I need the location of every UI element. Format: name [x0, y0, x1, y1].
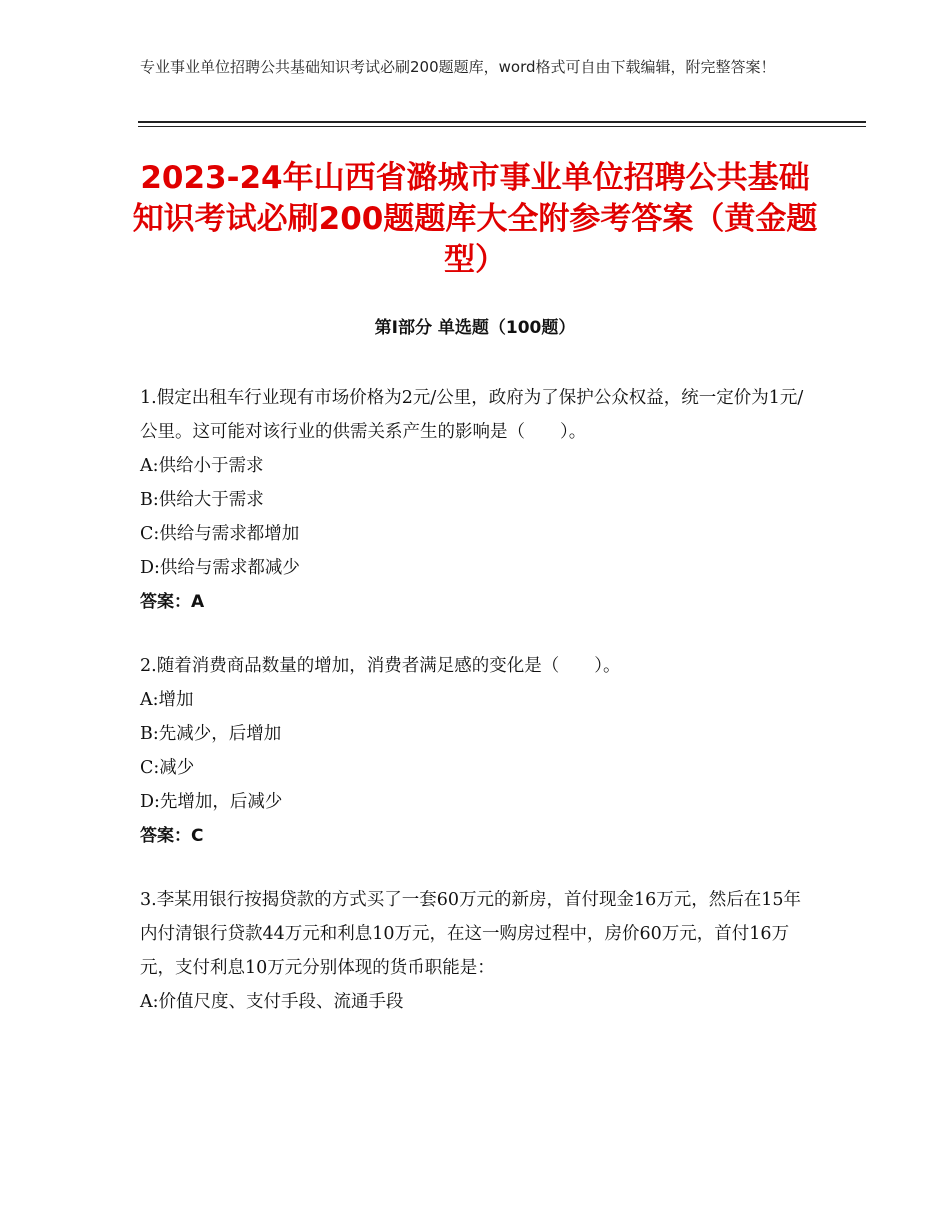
header-divider-thin [138, 126, 866, 127]
option-a: A:价值尺度、支付手段、流通手段 [140, 992, 404, 1012]
option-d: D:先增加，后减少 [140, 792, 283, 812]
question-stem: 2.随着消费商品数量的增加，消费者满足感的变化是（ ）。 [140, 656, 621, 676]
section-title: 第Ⅰ部分 单选题（100题） [374, 318, 576, 338]
option-c: C:供给与需求都增加 [140, 524, 300, 544]
option-b: B:供给大于需求 [140, 490, 264, 510]
option-b: B:先减少，后增加 [140, 724, 282, 744]
question-stem: 3.李某用银行按揭贷款的方式买了一套60万元的新房，首付现金16万元，然后在15年内付清银行贷款44万元和利息10万元，在这一购房过程中，房价60万元，首付16万元，支付利息10万元分别体现的货币职能是： [140, 890, 801, 978]
document-title: 2023-24年山西省潞城市事业单位招聘公共基础知识考试必刷200题题库大全附参考答案（黄金题型） [132, 160, 818, 278]
option-d: D:供给与需求都减少 [140, 558, 300, 578]
header-note: 专业事业单位招聘公共基础知识考试必刷200题题库，word格式可自由下载编辑，附完整答案！ [140, 58, 776, 76]
header-divider-thick [138, 121, 866, 123]
option-a: A:供给小于需求 [140, 456, 264, 476]
question-1 [140, 381, 812, 619]
question-2 [140, 649, 812, 853]
answer: 答案：A [140, 592, 205, 612]
question-stem: 1.假定出租车行业现有市场价格为2元/公里，政府为了保护公众权益，统一定价为1元/公里。这可能对该行业的供需关系产生的影响是（ ）。 [140, 388, 804, 442]
question-list [140, 381, 812, 1049]
answer: 答案：C [140, 826, 204, 846]
question-3 [140, 883, 812, 1019]
option-a: A:增加 [140, 690, 194, 710]
option-c: C:减少 [140, 758, 195, 778]
